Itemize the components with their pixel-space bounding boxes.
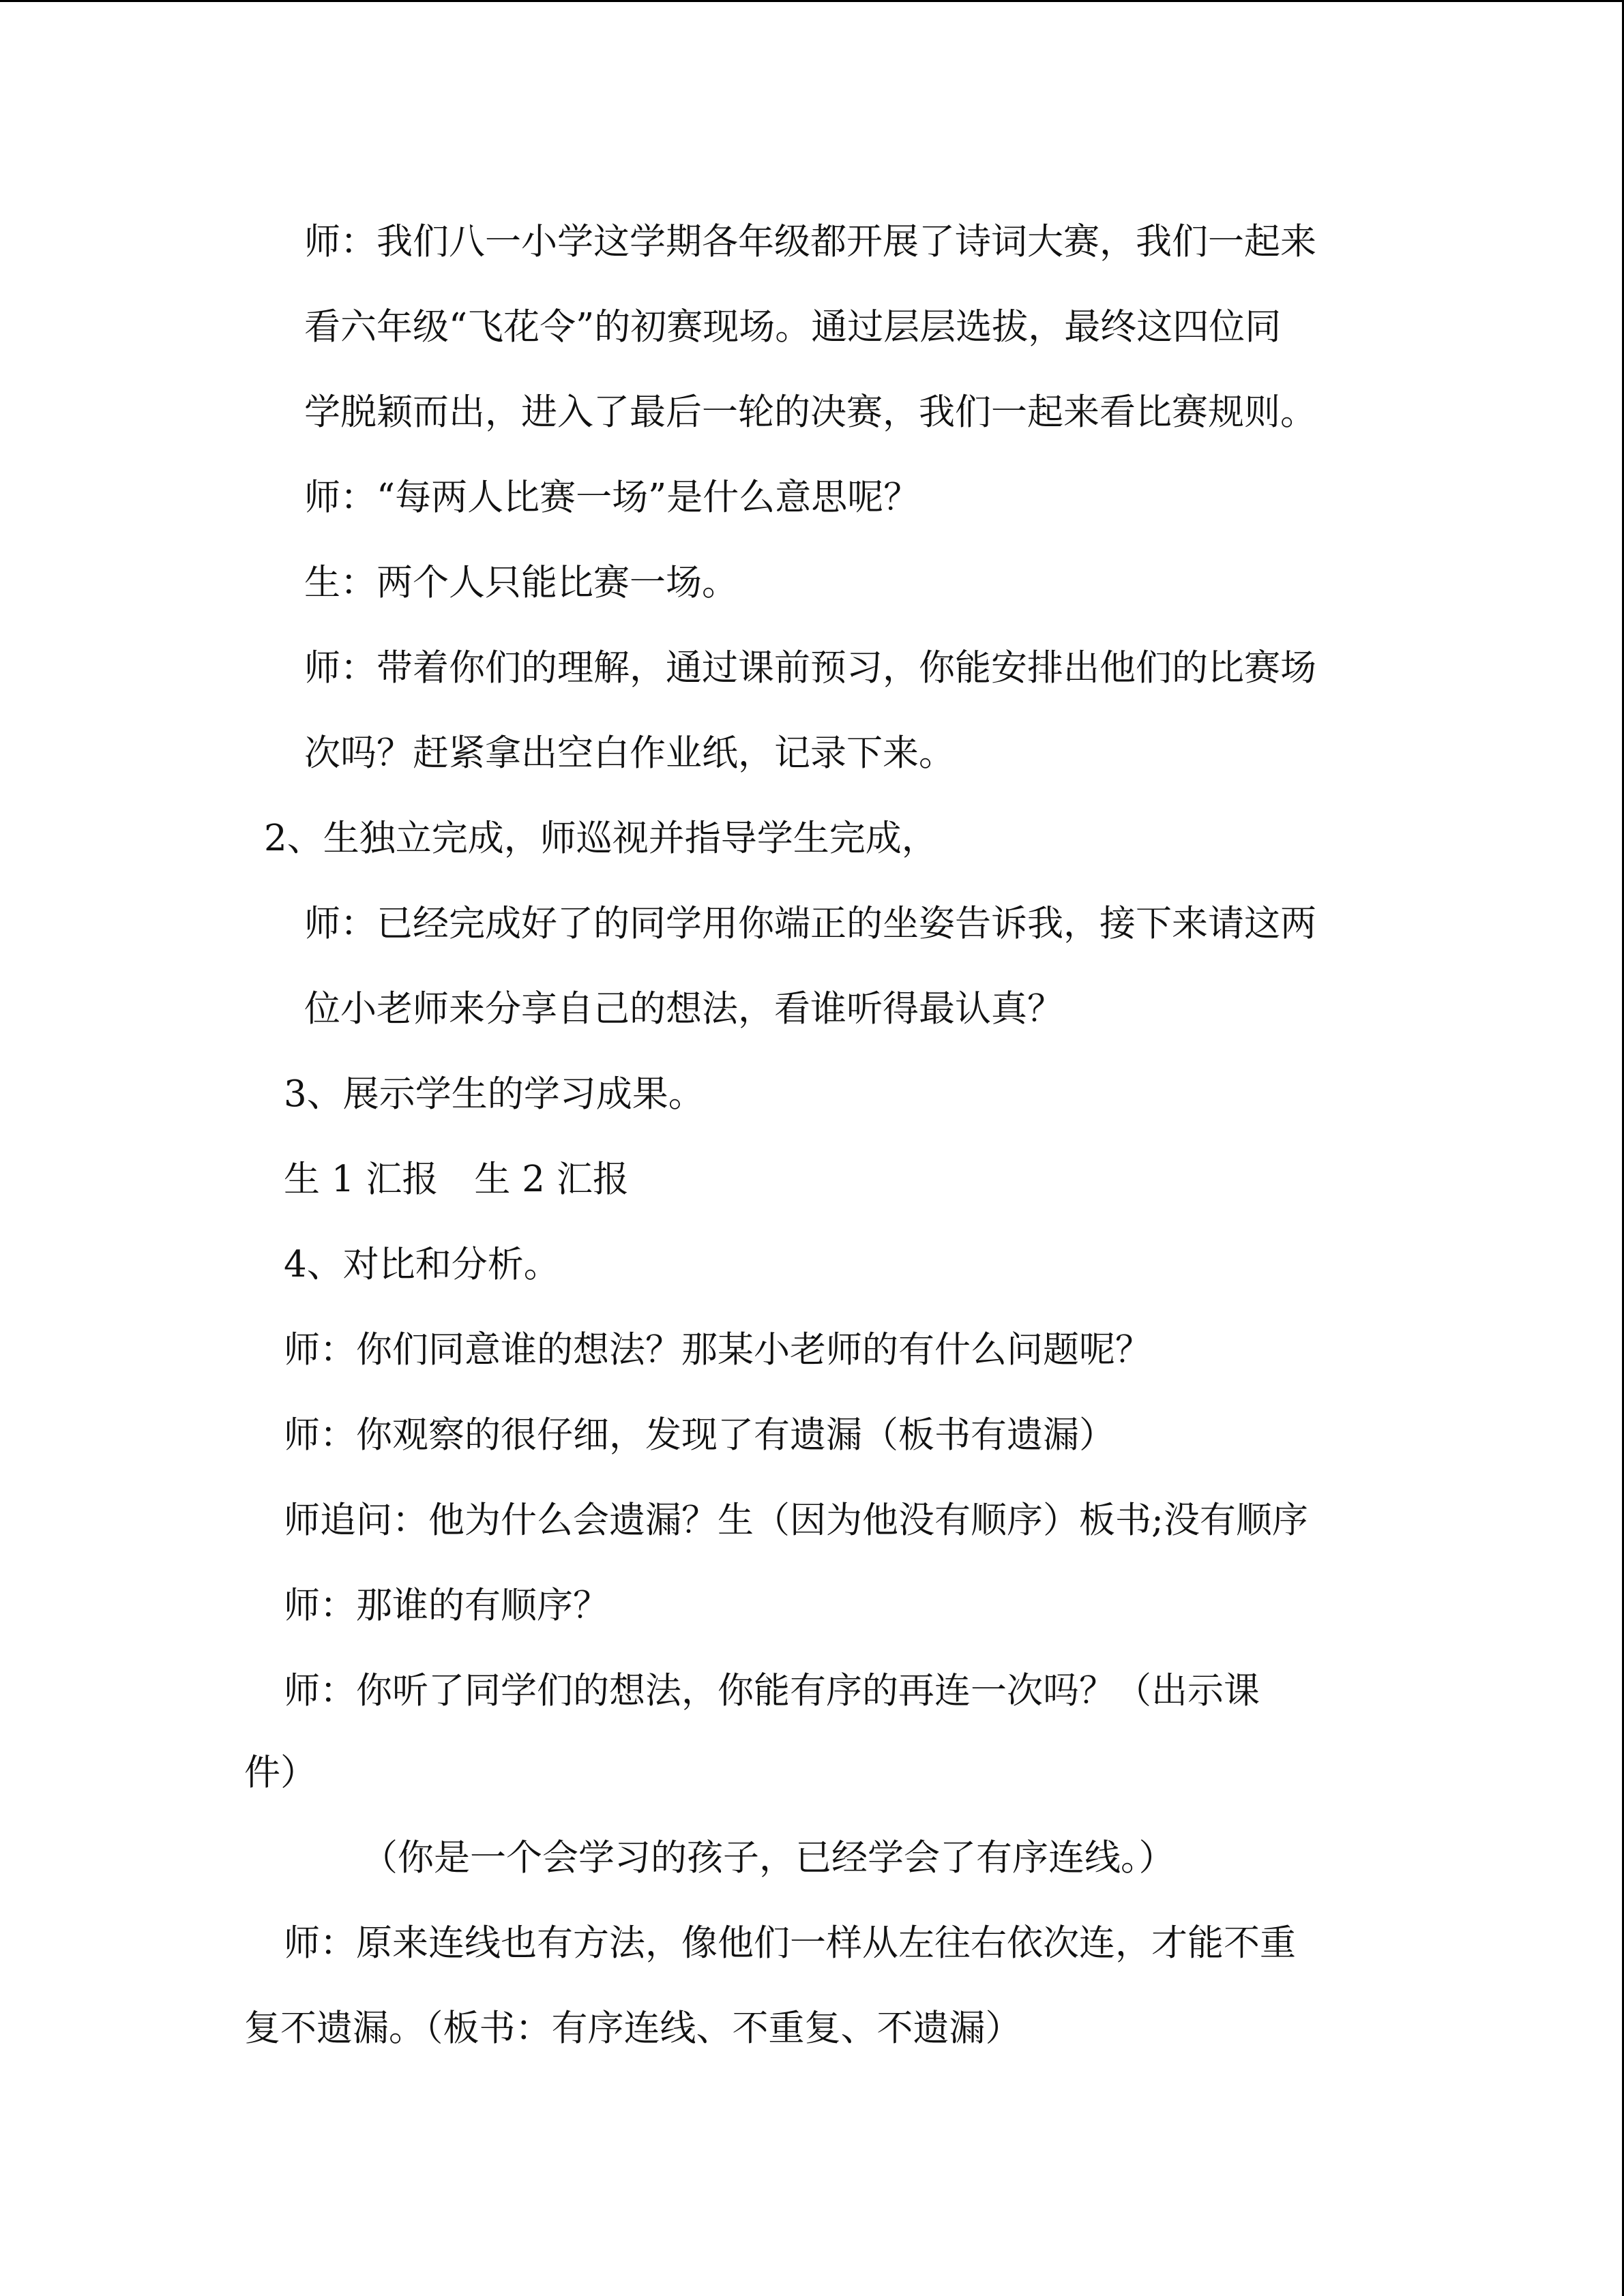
text-line: 2、生独立完成，师巡视并指导学生完成， [264,818,938,859]
text-line: 3、展示学生的学习成果。 [284,1073,705,1115]
text-line: 复不遗漏。（板书：有序连线、不重复、不遗漏） [244,2008,1022,2049]
text-line: 件） [244,1752,316,1793]
text-line: 学脱颖而出，进入了最后一轮的决赛，我们一起来看比赛规则。 [304,391,1316,433]
text-line: 师：那谁的有顺序？ [284,1585,609,1626]
text-line: 师：我们八一小学这学期各年级都开展了诗词大赛，我们一起来 [304,221,1316,263]
text-line: 师：你们同意谁的想法？那某小老师的有什么问题呢？ [284,1329,1151,1371]
text-line: 4、对比和分析。 [284,1244,560,1285]
text-line: 师：原来连线也有方法，像他们一样从左往右依次连，才能不重 [284,1922,1296,1964]
text-line: 师：已经完成好了的同学用你端正的坐姿告诉我，接下来请这两 [304,903,1316,944]
text-line: （你是一个会学习的孩子，已经学会了有序连线。） [361,1837,1175,1879]
text-line: 师：你观察的很仔细，发现了有遗漏（板书有遗漏） [284,1414,1115,1456]
text-line: 次吗？赶紧拿出空白作业纸，记录下来。 [304,732,955,774]
text-line: 生 1 汇报 生 2 汇报 [284,1159,629,1200]
text-line: 师：“每两人比赛一场”是什么意思呢？ [304,477,920,518]
text-line: 生：两个人只能比赛一场。 [304,562,738,603]
text-line: 师追问：他为什么会遗漏？生（因为他没有顺序）板书;没有顺序 [284,1500,1308,1541]
text-line: 位小老师来分享自己的想法，看谁听得最认真？ [304,988,1063,1030]
text-line: 看六年级“飞花令”的初赛现场。通过层层选拔，最终这四位同 [304,306,1282,348]
text-line: 师：你听了同学们的想法，你能有序的再连一次吗？（出示课 [284,1670,1260,1712]
text-line: 师：带着你们的理解，通过课前预习，你能安排出他们的比赛场 [304,647,1316,689]
